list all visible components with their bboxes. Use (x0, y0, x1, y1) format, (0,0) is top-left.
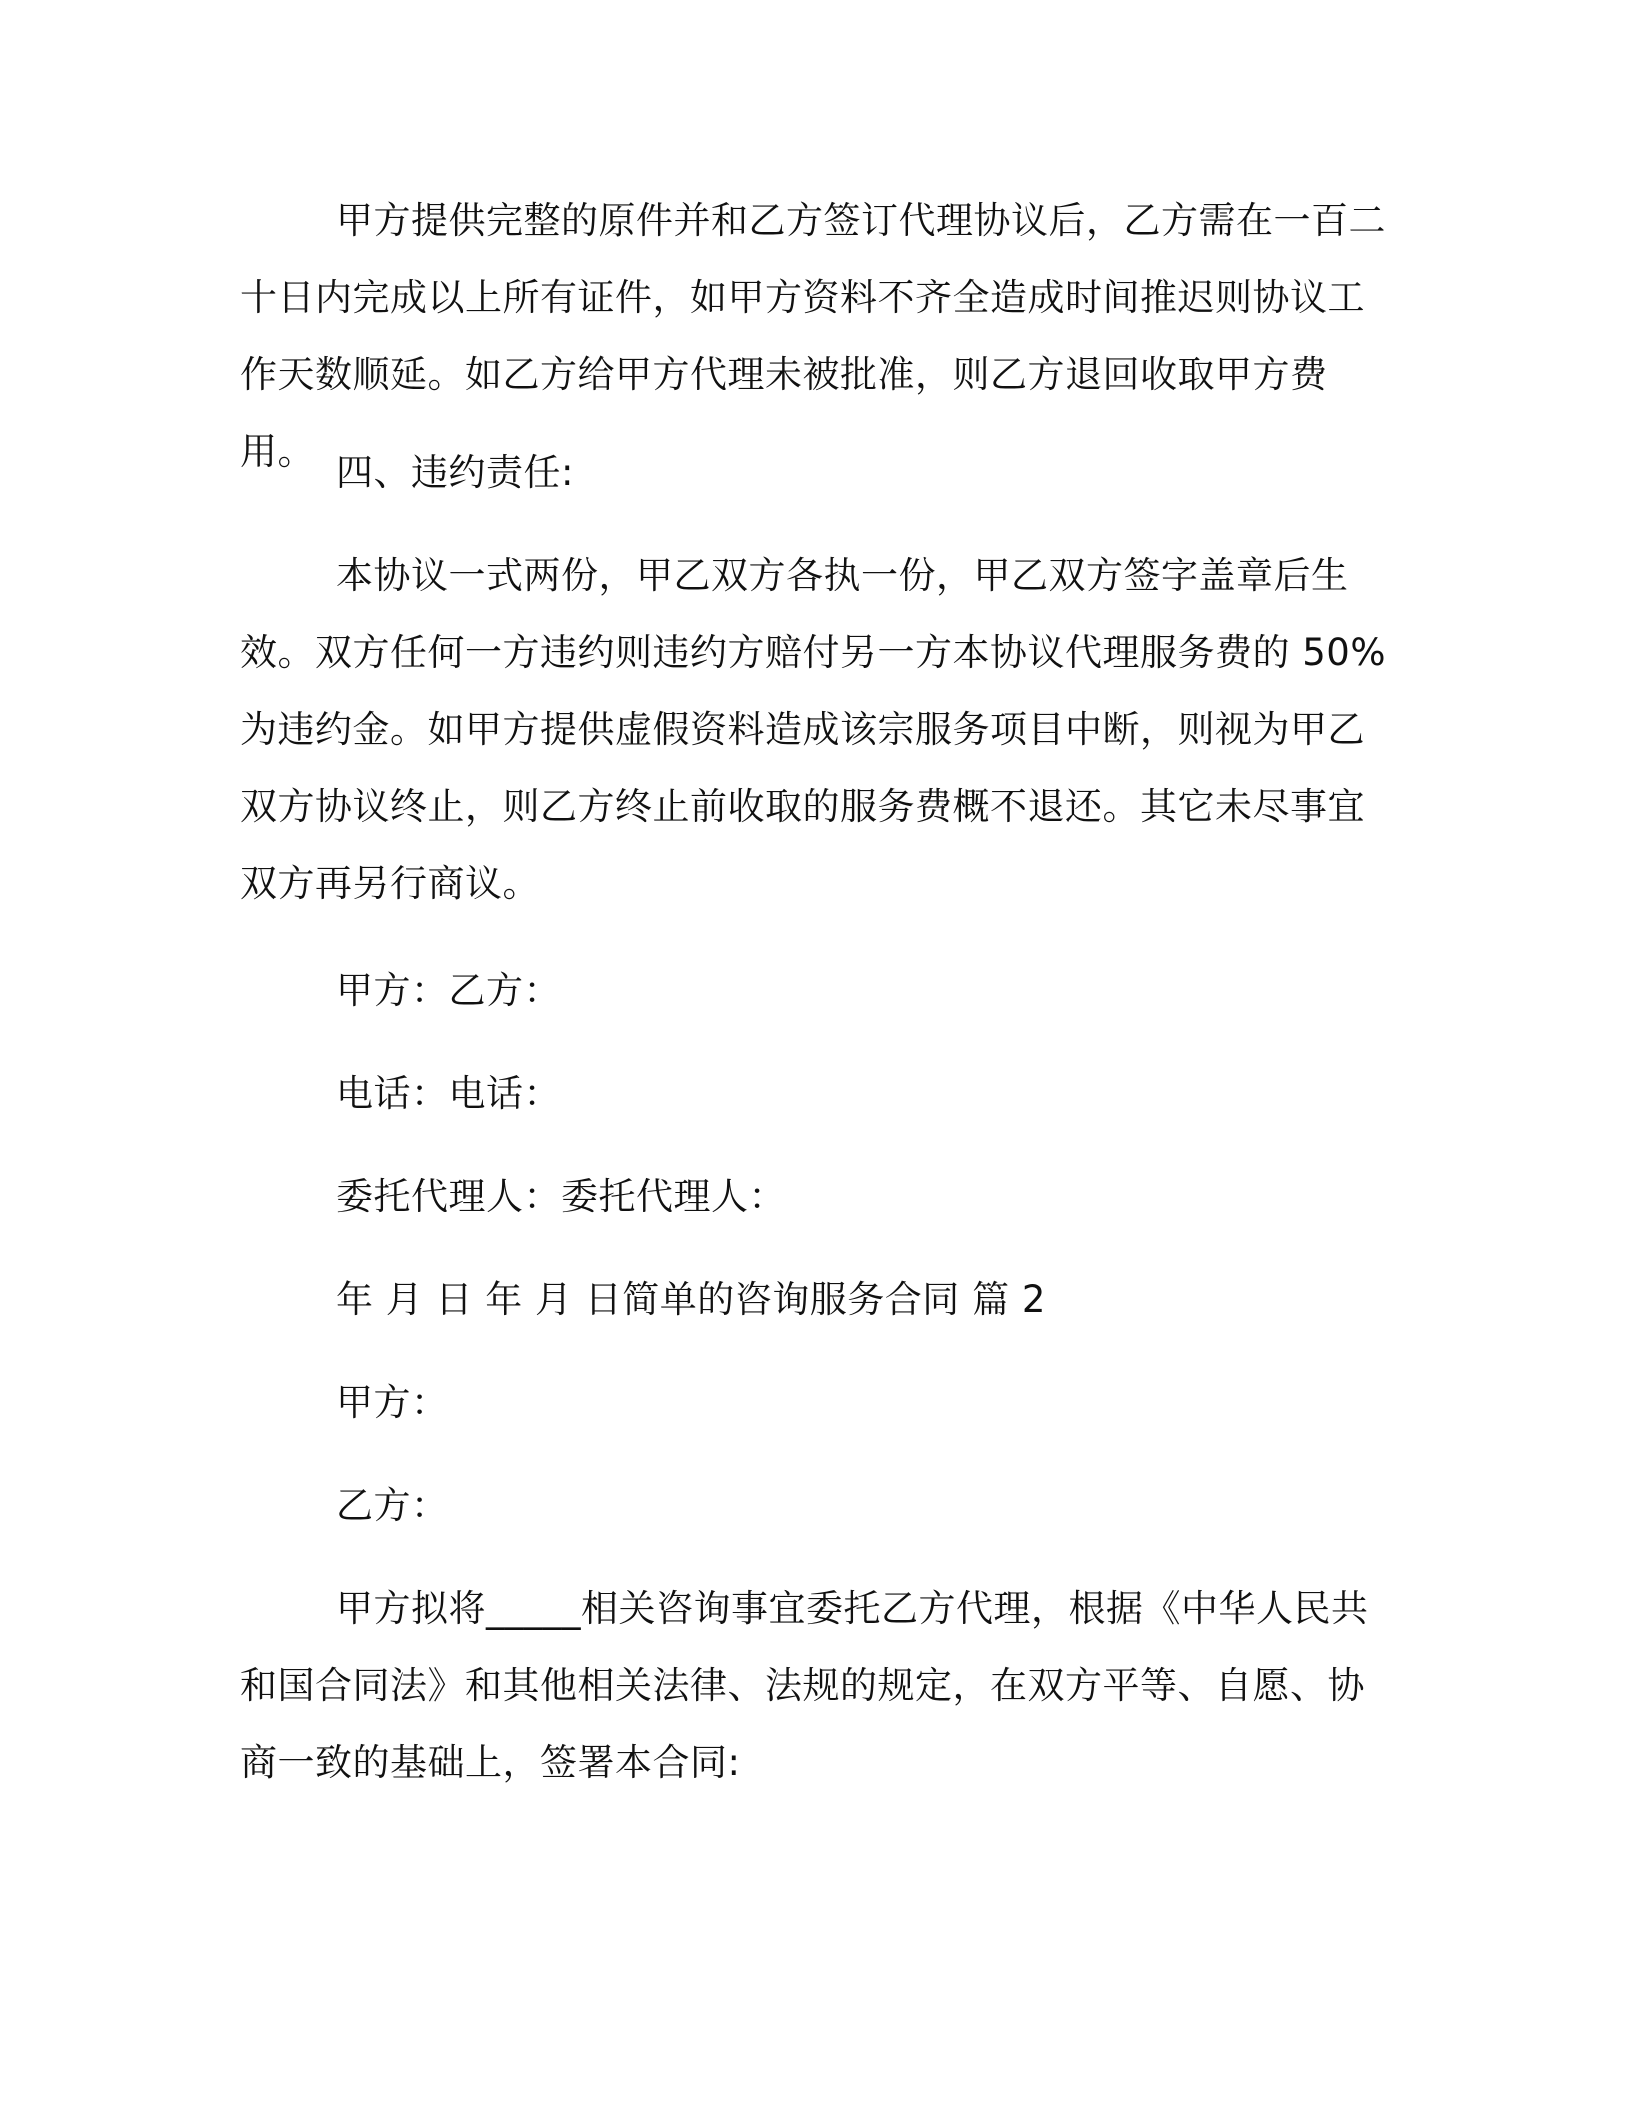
section-heading-breach-liability: 四、违约责任: (336, 451, 574, 494)
paragraph-completion-terms: 甲方提供完整的原件并和乙方签订代理协议后，乙方需在一百二十日内完成以上所有证件，如甲方资料不齐全造成时间推迟则协议工作天数顺延。如乙方给甲方代理未被批准，则乙方退回收取甲方费用。 (240, 199, 1386, 473)
party-a-label: 甲方： (336, 1381, 449, 1424)
date-and-contract-title-line: 年 月 日 年 月 日简单的咨询服务合同 篇 2 (336, 1278, 1046, 1321)
signature-phone-line: 电话：电话： (336, 1072, 561, 1115)
signature-agent-line: 委托代理人：委托代理人： (336, 1175, 786, 1218)
signature-party-line: 甲方：乙方： (336, 969, 561, 1012)
party-b-label: 乙方： (336, 1484, 449, 1527)
paragraph-contract-preamble: 甲方拟将_____相关咨询事宜委托乙方代理，根据《中华人民共和国合同法》和其他相关法律、法规的规定，在双方平等、自愿、协商一致的基础上，签署本合同: (240, 1587, 1369, 1784)
paragraph-breach-terms: 本协议一式两份，甲乙双方各执一份，甲乙双方签字盖章后生效。双方任何一方违约则违约方赔付另一方本协议代理服务费的 50%为违约金。如甲方提供虚假资料造成该宗服务项目中断，则视为甲乙双方协议终止，则乙方终止前收取的服务费概不退还。其它未尽事宜双方再另行商议。 (240, 554, 1386, 905)
